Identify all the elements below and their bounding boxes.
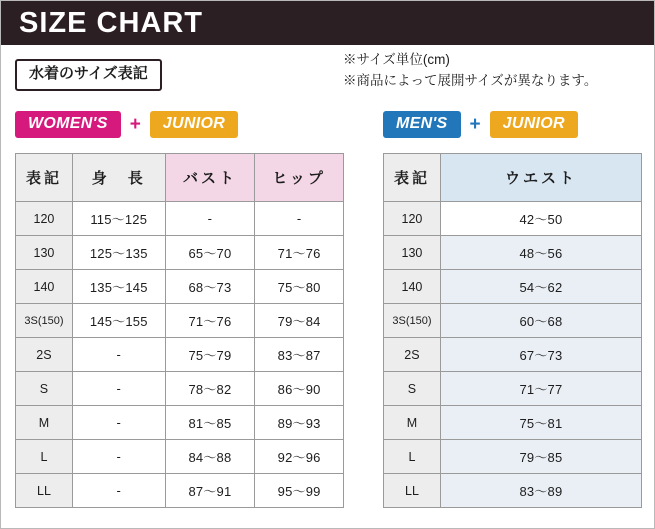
- cell-hip: -: [255, 202, 344, 236]
- cell-waist: 75〜81: [440, 406, 641, 440]
- table-row: [16, 270, 344, 304]
- cell-size: 140: [16, 270, 73, 304]
- cell-bust: 87〜91: [165, 474, 255, 508]
- cell-size: S: [16, 372, 73, 406]
- men-badge-row: [383, 111, 578, 138]
- page-header: [1, 1, 655, 45]
- column-header-size: 表記: [16, 154, 73, 202]
- column-header-size: 表記: [384, 154, 441, 202]
- cell-hip: 92〜96: [255, 440, 344, 474]
- cell-size: LL: [16, 474, 73, 508]
- cell-size: L: [16, 440, 73, 474]
- cell-size: 130: [16, 236, 73, 270]
- column-header-bust: バスト: [165, 154, 255, 202]
- cell-bust: 84〜88: [165, 440, 255, 474]
- cell-hip: 79〜84: [255, 304, 344, 338]
- note-availability: ※商品によって展開サイズが異なります。: [343, 72, 598, 88]
- cell-size: 120: [384, 202, 441, 236]
- plus-icon: +: [469, 114, 481, 136]
- cell-bust: 65〜70: [165, 236, 255, 270]
- badge-womens: WOMEN'S: [15, 111, 121, 138]
- cell-waist: 67〜73: [440, 338, 641, 372]
- cell-waist: 83〜89: [440, 474, 641, 508]
- cell-hip: 95〜99: [255, 474, 344, 508]
- notes-block: [343, 50, 597, 92]
- cell-height: 115〜125: [72, 202, 165, 236]
- cell-height: -: [72, 474, 165, 508]
- cell-hip: 75〜80: [255, 270, 344, 304]
- table-row: [16, 304, 344, 338]
- cell-size: 3S(150): [384, 304, 441, 338]
- cell-hip: 83〜87: [255, 338, 344, 372]
- table-row: [16, 440, 344, 474]
- cell-size: 130: [384, 236, 441, 270]
- cell-waist: 48〜56: [440, 236, 641, 270]
- note-unit: ※サイズ単位(cm): [343, 52, 450, 67]
- cell-height: -: [72, 440, 165, 474]
- badge-mens: MEN'S: [383, 111, 461, 138]
- table-row: [384, 474, 642, 508]
- table-row: [384, 440, 642, 474]
- cell-size: 120: [16, 202, 73, 236]
- mens-size-table: [383, 153, 642, 508]
- table-row: [384, 338, 642, 372]
- badge-junior-women: JUNIOR: [150, 111, 238, 138]
- cell-size: LL: [384, 474, 441, 508]
- column-header-height: 身 長: [72, 154, 165, 202]
- section-label-size-notation: 水着のサイズ表記: [15, 59, 162, 91]
- cell-size: L: [384, 440, 441, 474]
- cell-height: 135〜145: [72, 270, 165, 304]
- cell-waist: 71〜77: [440, 372, 641, 406]
- table-row: [16, 406, 344, 440]
- women-badge-row: [15, 111, 238, 138]
- table-row: [16, 236, 344, 270]
- plus-icon: +: [129, 114, 141, 136]
- cell-height: -: [72, 372, 165, 406]
- table-row: [16, 202, 344, 236]
- table-row: [16, 372, 344, 406]
- table-row: [16, 338, 344, 372]
- cell-size: S: [384, 372, 441, 406]
- table-row: [384, 372, 642, 406]
- cell-size: 3S(150): [16, 304, 73, 338]
- column-header-waist: ウエスト: [440, 154, 641, 202]
- cell-size: 2S: [384, 338, 441, 372]
- cell-waist: 60〜68: [440, 304, 641, 338]
- cell-size: M: [16, 406, 73, 440]
- table-header-row: [16, 154, 344, 202]
- cell-bust: 71〜76: [165, 304, 255, 338]
- cell-size: 2S: [16, 338, 73, 372]
- cell-size: 140: [384, 270, 441, 304]
- cell-bust: 75〜79: [165, 338, 255, 372]
- cell-bust: 78〜82: [165, 372, 255, 406]
- cell-bust: 81〜85: [165, 406, 255, 440]
- table-header-row: [384, 154, 642, 202]
- table-row: [384, 270, 642, 304]
- badge-junior-men: JUNIOR: [490, 111, 578, 138]
- cell-height: -: [72, 406, 165, 440]
- table-row: [384, 304, 642, 338]
- cell-bust: 68〜73: [165, 270, 255, 304]
- table-row: [384, 406, 642, 440]
- cell-height: 145〜155: [72, 304, 165, 338]
- column-header-hip: ヒップ: [255, 154, 344, 202]
- page-title: SIZE CHART: [19, 6, 203, 39]
- table-row: [384, 236, 642, 270]
- cell-height: 125〜135: [72, 236, 165, 270]
- cell-size: M: [384, 406, 441, 440]
- cell-waist: 42〜50: [440, 202, 641, 236]
- cell-height: -: [72, 338, 165, 372]
- womens-size-table: [15, 153, 344, 508]
- table-row: [384, 202, 642, 236]
- cell-waist: 79〜85: [440, 440, 641, 474]
- cell-hip: 86〜90: [255, 372, 344, 406]
- table-row: [16, 474, 344, 508]
- cell-bust: -: [165, 202, 255, 236]
- cell-hip: 89〜93: [255, 406, 344, 440]
- cell-hip: 71〜76: [255, 236, 344, 270]
- cell-waist: 54〜62: [440, 270, 641, 304]
